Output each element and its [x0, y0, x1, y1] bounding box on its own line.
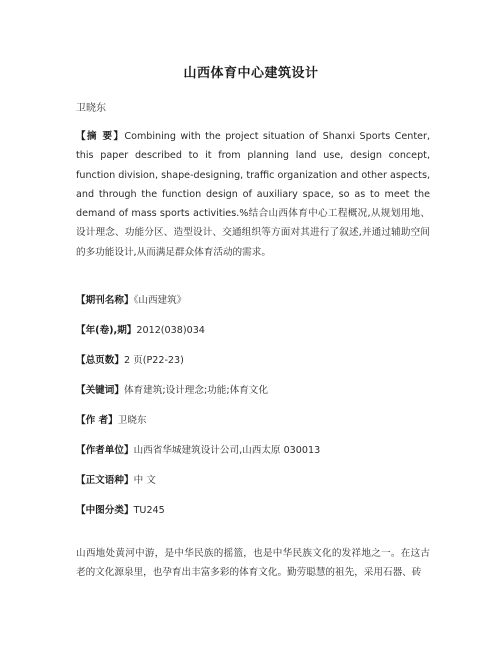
meta-key: 【中图分类】 — [76, 505, 134, 516]
author-name: 卫晓东 — [76, 103, 106, 114]
meta-key: 【年(卷),期】 — [76, 325, 137, 336]
meta-total-pages — [76, 352, 184, 366]
meta-key: 【正文语种】 — [76, 475, 134, 486]
meta-value: 中 文 — [133, 475, 156, 486]
abstract-label: 【摘 要】 — [76, 131, 125, 142]
meta-journal-name — [76, 292, 186, 306]
meta-value: 卫晓东 — [117, 415, 147, 426]
meta-value: TU245 — [133, 505, 165, 516]
meta-key: 【期刊名称】 — [76, 295, 134, 306]
document-title: 山西体育中心建筑设计 — [183, 66, 319, 81]
body-paragraph: 山西地处黄河中游，是中华民族的摇篮，也是中华民族文化的发祥地之一。在这古老的文化源泉里，也孕育出丰富多彩的体育文化。勤劳聪慧的祖先，采用石器、砖 — [76, 548, 430, 579]
meta-keywords — [76, 382, 268, 396]
meta-author-affiliation — [76, 442, 320, 456]
meta-key: 【作 者】 — [76, 415, 118, 426]
meta-value: 《山西建筑》 — [133, 295, 187, 306]
meta-language — [76, 472, 156, 486]
meta-value: 2 页(P22-23) — [123, 355, 184, 366]
meta-key: 【总页数】 — [76, 355, 124, 366]
meta-value: 山西省华城建筑设计公司,山西太原 030013 — [133, 445, 321, 456]
meta-key: 【关键词】 — [76, 385, 124, 396]
meta-value: 2012(038)034 — [136, 325, 205, 336]
meta-year-volume-issue — [76, 322, 205, 336]
meta-author — [76, 412, 147, 426]
meta-classification — [76, 502, 165, 516]
abstract-text: Combining with the project situation of Shanxi Sports Center, this paper described to it from planning land use, design concept, function division, shape-designing, traffic organization and other aspects, and through the function design of auxiliary space, so as to meet the demand of mass sports activities.%结合山西体育中心工程概况,从规划用地、设计理念、功能分区、造型设计、交通组织等方面对其进行了叙述,并通过辅助空间的多功能设计,从而满足群众体育活动的需求。 — [76, 131, 431, 258]
abstract-paragraph — [76, 127, 430, 262]
meta-key: 【作者单位】 — [76, 445, 134, 456]
meta-value: 体育建筑;设计理念;功能;体育文化 — [123, 385, 268, 396]
